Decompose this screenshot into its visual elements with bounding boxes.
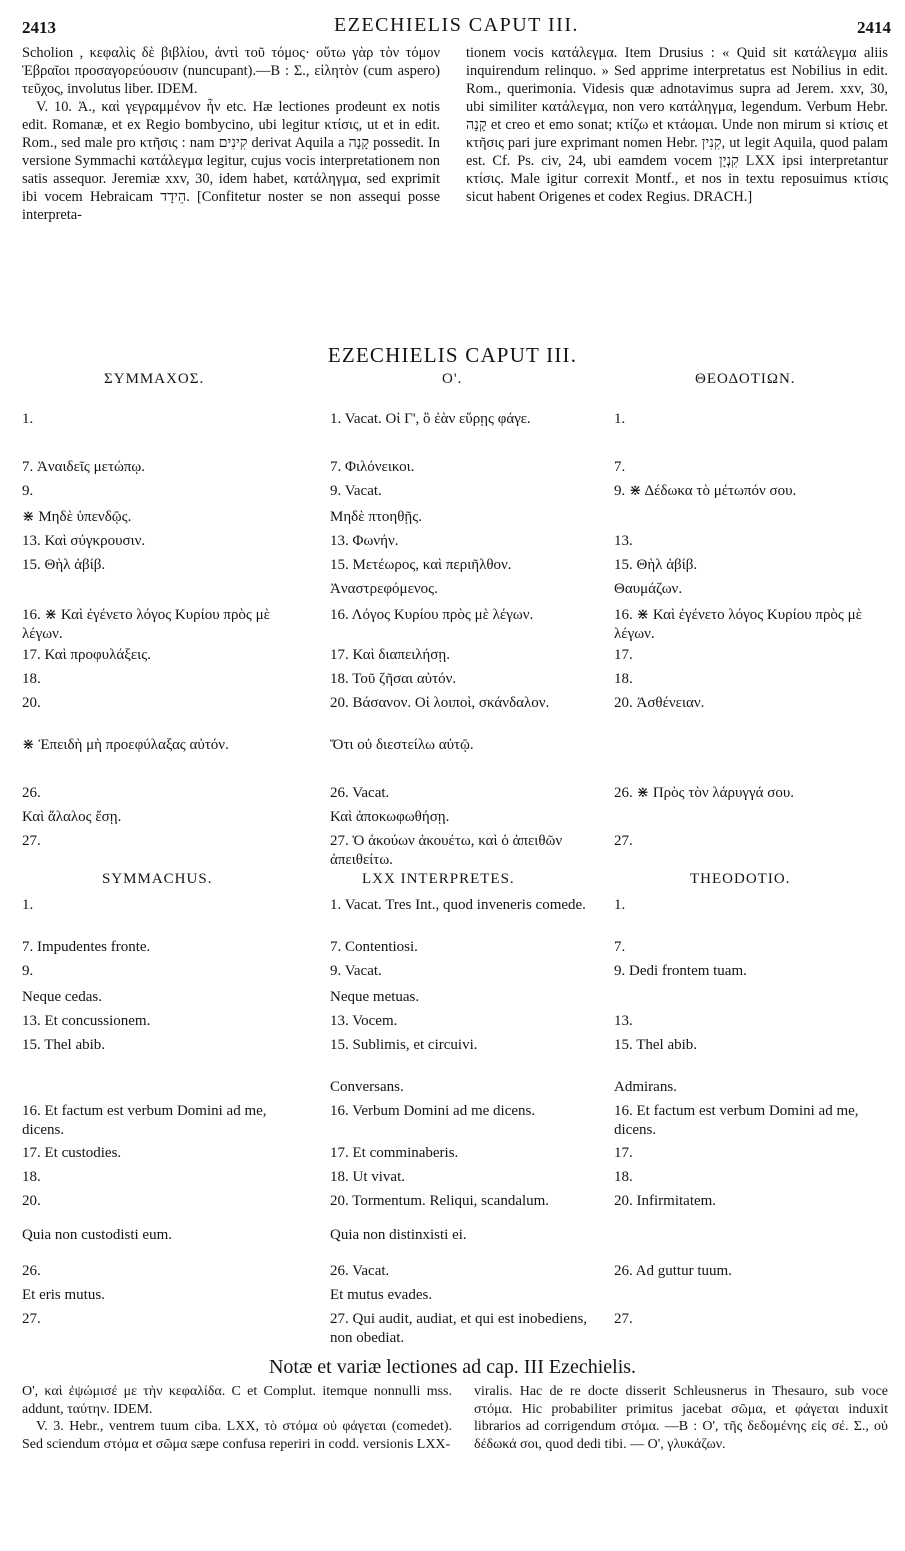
- latin-theodotion-entry: 13.: [614, 1013, 633, 1029]
- latin-lxx-entry: 20. Tormentum. Reliqui, scandalum.: [330, 1193, 550, 1209]
- running-head: [22, 14, 891, 40]
- greek-lxx-entry: Ἀναστρεφόμενος.: [330, 581, 438, 597]
- latin-symmachus-entry: 27.: [22, 1311, 41, 1327]
- latin-symmachus-entry: Quia non custodisti eum.: [22, 1227, 172, 1243]
- greek-symmachus-entry: 1.: [22, 411, 34, 427]
- latin-lxx-entry: Quia non distinxisti ei.: [330, 1227, 467, 1243]
- bottom-notes-left-column: [22, 1383, 452, 1453]
- greek-theodotion-entry: 27.: [614, 833, 633, 849]
- latin-symmachus-entry: 17. Et custodies.: [22, 1145, 122, 1161]
- latin-symmachus-entry: 15. Thel abib.: [22, 1037, 106, 1053]
- greek-lxx-entry: Μηδὲ πτοηθῇς.: [330, 509, 422, 525]
- latin-theodotion-entry: 20. Infirmitatem.: [614, 1193, 717, 1209]
- greek-theodotion-entry: 13.: [614, 533, 633, 549]
- greek-symmachus-entry: 18.: [22, 671, 41, 687]
- greek-symmachus-entry: 17. Καὶ προφυλάξεις.: [22, 647, 151, 663]
- greek-lxx-entry: 20. Βάσανον. Οἱ λοιποὶ, σκάνδαλον.: [330, 695, 550, 711]
- latin-lxx-entry: 9. Vacat.: [330, 963, 382, 979]
- greek-theodotion-entry: 15. Θὴλ ἀβίβ.: [614, 557, 698, 573]
- latin-symmachus-entry: 1.: [22, 897, 34, 913]
- latin-lxx-entry: Et mutus evades.: [330, 1287, 433, 1303]
- page-number-left: 2413: [22, 18, 56, 37]
- latin-theodotion-entry: 27.: [614, 1311, 633, 1327]
- latin-symmachus-entry: 26.: [22, 1263, 41, 1279]
- latin-theodotion-entry: 15. Thel abib.: [614, 1037, 698, 1053]
- notes-title: Notæ et variæ lectiones ad cap. III Ezechielis.: [268, 1356, 637, 1378]
- greek-theodotion-entry: Θαυμάζων.: [614, 581, 683, 597]
- note-paragraph: tionem vocis κατάλεγμα. Item Drusius : « Quid sit κατάλεγμα aliis inquirendum relinquo. » Sed apprime interpretatus est Nobilius in edit. Rom., querimonia. Videsis quæ adnotavimus supra ad Jerem. xxv, 30, ubi similiter κατάλεγμα, non vero κατάληγμα, legendum. Verbum Hebr. קָנָה et creo et emo sonat; κτίζω et κτάομαι. Unde non mirum si κτίσις et κτῆσις pari jure exprimant nomen Hebr. קִנִין, ut legit Aquila, quod palam est. Cf. Ps. civ, 24, ubi eamdem vocem קִנְיָן LXX ipsi interpretantur κτίσις. Male igitur correxit Montf., et nos in textu reposuimus κτίσις sicut habent Origenes et codex Regius. DRACH.]: [466, 45, 888, 205]
- section-title: EZECHIELIS CAPUT III.: [327, 343, 578, 367]
- note-paragraph: Scholion , κεφαλὶς δὲ βιβλίου, ἀντὶ τοῦ τόμος· οὕτω γὰρ τὸν τόμον Ἑβραῖοι προσαγορεύουσιν (nuncupant).—B : Σ., εἱλητὸν (cum aspero) τεῦχος, involutus liber. IDEM.: [22, 45, 440, 97]
- greek-symmachus-entry: 7. Ἀναιδεῖς μετώπῳ.: [22, 459, 146, 475]
- latin-lxx-entry: Conversans.: [330, 1079, 404, 1095]
- greek-lxx-entry: 26. Vacat.: [330, 785, 390, 801]
- greek-lxx-entry: 18. Τοῦ ζῆσαι αὐτόν.: [330, 671, 457, 687]
- page-number-right: 2414: [857, 18, 891, 37]
- greek-theodotion-entry: 26. ⋇ Πρὸς τὸν λάρυγγά σου.: [614, 785, 795, 801]
- latin-lxx-entry: 27. Qui audit, audiat, et qui est inobediens, non obediat.: [330, 1311, 588, 1346]
- latin-theodotion-entry: 1.: [614, 897, 626, 913]
- greek-lxx-entry: 13. Φωνήν.: [330, 533, 399, 549]
- top-notes: [22, 44, 888, 344]
- note-paragraph: V. 3. Hebr., ventrem tuum ciba. LXX, τὸ στόμα οὐ φάγεται (comedet). Sed sciendum στόμα et σῶμα sæpe confusa reperiri in codd. versionis LXX-: [22, 1419, 452, 1452]
- latin-columns: [22, 896, 898, 1346]
- latin-symmachus-entry: 18.: [22, 1169, 41, 1185]
- top-notes-left-column: [22, 44, 440, 224]
- greek-symmachus-entry: 20.: [22, 695, 41, 711]
- greek-symmachus-entry: 27.: [22, 833, 41, 849]
- greek-theodotion-entry: 1.: [614, 411, 626, 427]
- greek-symmachus-entry: ⋇ Μηδὲ ὑπενδῷς.: [22, 509, 132, 525]
- column-header-lxx-greek: Ο'.: [442, 371, 463, 387]
- latin-lxx-entry: 15. Sublimis, et circuivi.: [330, 1037, 478, 1053]
- greek-symmachus-entry: 9.: [22, 483, 34, 499]
- column-header-symmachus-greek: ΣΥΜΜΑΧΟΣ.: [104, 371, 205, 387]
- greek-theodotion-entry: 18.: [614, 671, 633, 687]
- latin-lxx-entry: 16. Verbum Domini ad me dicens.: [330, 1103, 536, 1119]
- latin-lxx-entry: 26. Vacat.: [330, 1263, 390, 1279]
- latin-theodotion-entry: 16. Et factum est verbum Domini ad me, dicens.: [614, 1103, 859, 1138]
- greek-symmachus-entry: 16. ⋇ Καὶ ἐγένετο λόγος Κυρίου πρὸς μὲ λέγων.: [22, 607, 270, 642]
- latin-theodotion-entry: Admirans.: [614, 1079, 677, 1095]
- latin-lxx-entry: Neque metuas.: [330, 989, 420, 1005]
- greek-symmachus-entry: Καὶ ἄλαλος ἔσῃ.: [22, 809, 122, 825]
- greek-lxx-entry: 15. Μετέωρος, καὶ περιῆλθον.: [330, 557, 512, 573]
- greek-symmachus-entry: ⋇ Ἐπειδὴ μὴ προεφύλαξας αὐτόν.: [22, 737, 229, 753]
- latin-lxx-entry: 13. Vocem.: [330, 1013, 398, 1029]
- greek-lxx-entry: 7. Φιλόνεικοι.: [330, 459, 415, 475]
- latin-theodotion-entry: 9. Dedi frontem tuam.: [614, 963, 747, 979]
- note-paragraph: viralis. Hac de re docte disserit Schleusnerus in Thesauro, sub voce στόμα. Hic probabiliter primitus jacebat σῶμα, et φάγεται induxit librarios ad corrigendum στόμα. —B : Ο', τῆς δεδομένης εἰς σέ. Σ., οὐ δέδωκά σοι, quod dedi tibi. — Ο', γλυκάζων.: [474, 1384, 888, 1452]
- greek-theodotion-entry: 7.: [614, 459, 626, 475]
- latin-lxx-entry: 7. Contentiosi.: [330, 939, 418, 955]
- top-notes-right-column: [466, 44, 888, 206]
- note-paragraph: V. 10. Ἀ., καὶ γεγραμμένον ἦν etc. Hæ lectiones prodeunt ex notis edit. Romanæ, et ex Regio bombycino, ubi legitur κτίσις, ut et in edit. Rom., sed male pro κτῆσις : nam קִינִים derivat Aquila a קָנָה possedit. In versione Symmachi κατάλεγμα legitur, cujus vocis interpretationem non satis assequor. Jeremiæ xxv, 30, idem habet, κατάληγμα, sed exprimit ibi vocem Hebraicam הֵידָד. [Confitetur noster se non assequi posse interpreta-: [22, 99, 441, 223]
- greek-lxx-entry: Ὅτι οὐ διεστείλω αὐτῷ.: [330, 737, 474, 753]
- greek-lxx-entry: 9. Vacat.: [330, 483, 382, 499]
- latin-symmachus-entry: Neque cedas.: [22, 989, 102, 1005]
- running-title: EZECHIELIS CAPUT III.: [334, 14, 579, 36]
- latin-theodotion-entry: 7.: [614, 939, 626, 955]
- greek-lxx-entry: 27. Ὁ ἀκούων ἀκουέτω, καὶ ὁ ἀπειθῶν ἀπειθείτω.: [330, 833, 563, 868]
- latin-theodotion-entry: 17.: [614, 1145, 633, 1161]
- latin-symmachus-entry: Et eris mutus.: [22, 1287, 105, 1303]
- greek-lxx-entry: 1. Vacat. Οἱ Γ', ὃ ἐὰν εὕρῃς φάγε.: [330, 411, 531, 427]
- greek-theodotion-entry: 17.: [614, 647, 633, 663]
- column-header-symmachus-latin: SYMMACHUS.: [102, 871, 213, 887]
- greek-lxx-entry: 16. Λόγος Κυρίου πρὸς μὲ λέγων.: [330, 607, 534, 623]
- latin-symmachus-entry: 20.: [22, 1193, 41, 1209]
- latin-symmachus-entry: 16. Et factum est verbum Domini ad me, dicens.: [22, 1103, 267, 1138]
- greek-lxx-entry: 17. Καὶ διαπειλήσῃ.: [330, 647, 450, 663]
- greek-theodotion-entry: 20. Ἀσθένειαν.: [614, 695, 705, 711]
- greek-symmachus-entry: 15. Θὴλ ἀβίβ.: [22, 557, 106, 573]
- latin-theodotion-entry: 18.: [614, 1169, 633, 1185]
- greek-symmachus-entry: 26.: [22, 785, 41, 801]
- greek-lxx-entry: Καὶ ἀποκωφωθήσῃ.: [330, 809, 450, 825]
- note-paragraph: Ο', καὶ ἐψώμισέ με τὴν κεφαλίδα. C et Complut. itemque nonnulli mss. addunt, ταύτην. IDEM.: [22, 1384, 452, 1417]
- greek-symmachus-entry: 13. Καὶ σύγκρουσιν.: [22, 533, 146, 549]
- column-header-theodotio-latin: THEODOTIO.: [690, 871, 791, 887]
- latin-symmachus-entry: 13. Et concussionem.: [22, 1013, 151, 1029]
- column-header-theodotion-greek: ΘΕΟΔΟΤΙΩΝ.: [695, 371, 796, 387]
- latin-lxx-entry: 18. Ut vivat.: [330, 1169, 405, 1185]
- bottom-notes-right-column: [474, 1383, 888, 1453]
- greek-columns: [22, 410, 898, 868]
- latin-symmachus-entry: 9.: [22, 963, 34, 979]
- column-header-lxx-latin: LXX INTERPRETES.: [362, 871, 515, 887]
- greek-theodotion-entry: 9. ⋇ Δέδωκα τὸ μέτωπόν σου.: [614, 483, 797, 499]
- latin-lxx-entry: 17. Et comminaberis.: [330, 1145, 459, 1161]
- greek-theodotion-entry: 16. ⋇ Καὶ ἐγένετο λόγος Κυρίου πρὸς μὲ λέγων.: [614, 607, 862, 642]
- latin-theodotion-entry: 26. Ad guttur tuum.: [614, 1263, 732, 1279]
- latin-lxx-entry: 1. Vacat. Tres Int., quod inveneris comede.: [330, 897, 586, 913]
- latin-symmachus-entry: 7. Impudentes fronte.: [22, 939, 151, 955]
